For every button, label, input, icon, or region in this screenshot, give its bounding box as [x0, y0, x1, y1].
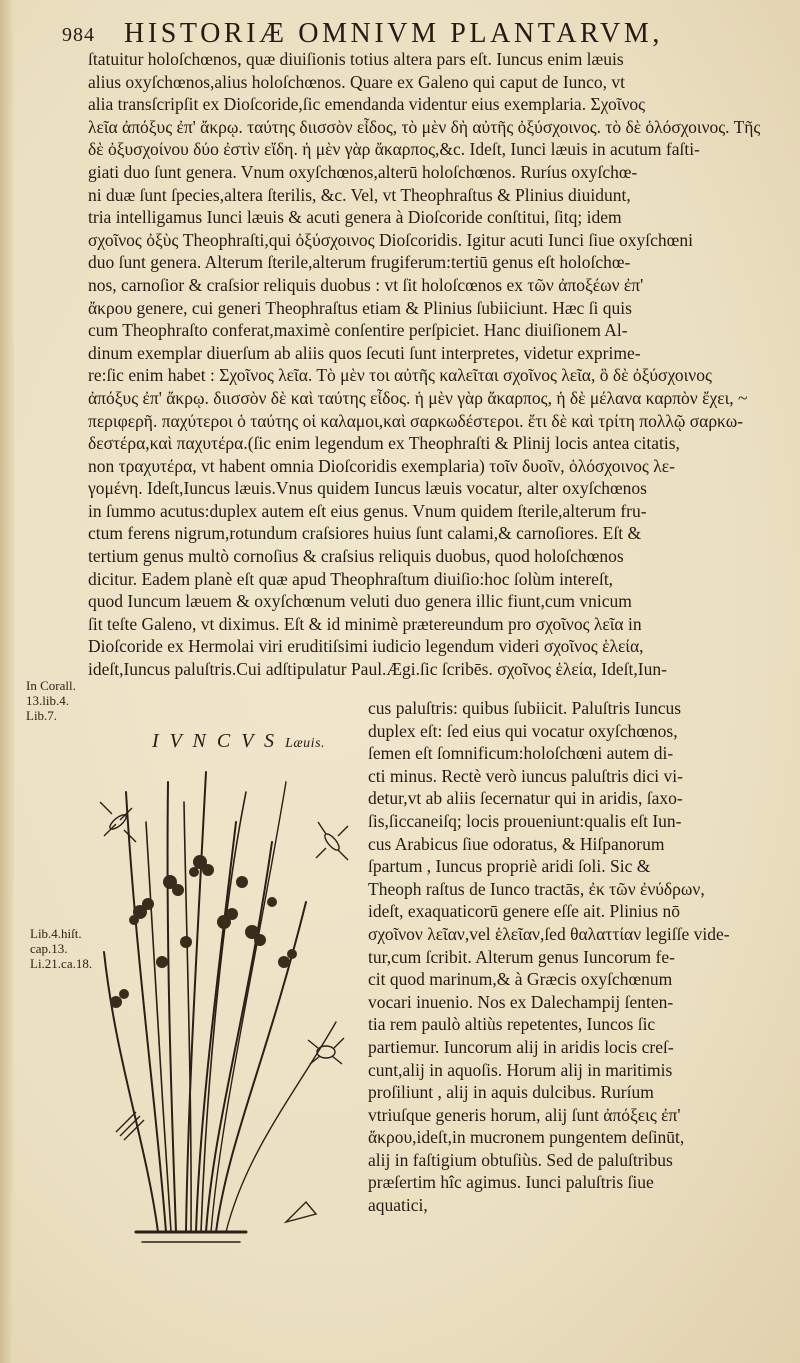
text-line: tria intelligamus Iunci læuis & acuti genera à Dioſcoride conſtitui, ſitq; idem: [88, 207, 622, 228]
text-line: præſertim hîc agimus. Iunci paluſtris ſiue: [368, 1172, 654, 1193]
text-line: δεστέρα,καὶ παχυτέρα.(ſic enim legendum ex Theophraſti & Plinij locis antea citatis,: [88, 433, 680, 454]
margin-note-reference: Lib.4.hiſt. cap.13. Li.21.ca.18.: [30, 926, 93, 971]
text-line: γομένη. Ideſt,Iuncus læuis.Vnus quidem Iuncus læuis vocatur, alter oxyſchœnos: [88, 478, 647, 499]
text-line: non τραχυτέρα, vt habent omnia Dioſcoridis exemplaria) τοῖν δυοῖν, ὁλόσχοινος λε-: [88, 455, 675, 476]
text-line: alia transſcripſit ex Dioſcoride,ſic emendanda videntur eius exemplaria. Σχοῖνος: [88, 94, 646, 115]
page-number: 984: [62, 24, 95, 46]
text-line: cum Theophraſto conferat,maximè conſentire perſpiciet. Hanc diuiſionem Al-: [88, 320, 628, 341]
figure-caption: [152, 730, 325, 753]
rush-plant-illustration: [96, 762, 358, 1278]
text-line: ἀπόξυς ἐπ' ἄκρῳ. διισσὸν δὲ καὶ ταύτης εἶδος. ἡ μὲν γὰρ ἄκαρπος, ἡ δὲ μέλανα καρπὸν ἔχει, ~: [88, 387, 748, 408]
text-line: ſis,ſiccaneiſq; locis proueniunt:qualis eſt Iun-: [368, 810, 682, 831]
text-line: cti minus. Rectè verò iuncus paluſtris dici vi-: [368, 765, 683, 786]
text-line: quod Iuncum læuem & oxyſchœnum veluti duo genera illic fiunt,cum vnicum: [88, 591, 632, 612]
margin-note-citation: In Corall. 13.lib.4. Lib.7.: [26, 678, 76, 723]
text-line: duo ſunt genera. Alterum ſterile,alterum frugiferum:tertiū genus eſt holoſchœ-: [88, 252, 631, 273]
text-line: re:ſic enim habet : Σχοῖνος λεῖα. Τὸ μὲν τοι αὐτῆς καλεῖται σχοῖνος λεῖα, ὃ δὲ ὀξύσχοινος: [88, 365, 712, 386]
text-line: cus Arabicus ſiue odoratus, & Hiſpanorum: [368, 833, 665, 854]
text-line: λεῖα ἀπόξυς ἐπ' ἄκρῳ. ταύτης διισσὸν εἶδος, τὸ μὲν δὴ αὐτῆς ὀξύσχοινος. τὸ δὲ ὁλόσχοινος. Τῆς: [88, 116, 760, 137]
text-line: aquatici,: [368, 1195, 428, 1216]
text-line: cus paluſtris: quibus ſubiicit. Paluſtris Iuncus: [368, 698, 682, 718]
text-line: proſiliunt , alij in aquis dulcibus. Ruríum: [368, 1082, 654, 1103]
text-line: duplex eſt: ſed eius qui vocatur oxyſchœnos,: [368, 720, 678, 741]
text-line: ideſt,Iuncus paluſtris.Cui adſtipulatur Paul.Ægi.ſic ſcribēs. σχοῖνος ἑλεία, Ideſt,Iun-: [88, 659, 667, 680]
text-line: δὲ ὀξυσχοίνου δύο ἐστὶν εἴδη. ἡ μὲν γὰρ ἄκαρπος,&c. Ideſt, Iunci læuis in acutum faſti-: [88, 139, 700, 160]
woodcut-figure: [96, 718, 358, 1278]
text-line: ſemen eſt ſomnificum:holoſchœni autem di-: [368, 743, 674, 764]
text-line: vtriuſque generis horum, alij ſunt ἀπόξεις ἐπ': [368, 1104, 681, 1125]
text-line: partiemur. Iuncorum alij in aridis locis creſ-: [368, 1036, 674, 1057]
text-line: περιφερῆ. παχύτεροι ὁ ταύτης οἱ καλαμοι,καὶ σαρκωδέστεροι. ἔτι δὲ καὶ τρίτη πολλῷ σαρκω-: [88, 410, 744, 431]
text-line: cunt,alij in aquoſis. Horum alij in maritimis: [368, 1059, 673, 1080]
text-line: in ſummo acutus:duplex autem eſt eius genus. Vnum quidem ſterile,alterum fru-: [88, 500, 647, 521]
text-line: alius oxyſchœnos,alius holoſchœnos. Quare ex Galeno qui caput de Iunco, vt: [88, 71, 626, 92]
text-line: dicitur. Eadem planè eſt quæ apud Theophraſtum diuiſio:hoc ſolùm intereſt,: [88, 568, 614, 589]
figure-caption-subtitle: Læuis.: [285, 736, 326, 751]
text-line: alij in faſtigium obtuſiùs. Sed de paluſtribus: [368, 1149, 673, 1170]
text-line: ſit teſte Galeno, vt diximus. Eſt & id minimè prætereundum pro σχοῖνος λεῖα in: [88, 613, 642, 634]
text-line: ἄκρου,ideſt,in mucronem pungentem deſinūt,: [368, 1127, 685, 1148]
text-line: tia rem paulò altiùs repetentes, Iuncos ſic: [368, 1014, 656, 1035]
text-line: ἄκρου genere, cui generi Theophraſtus etiam & Plinius ſubiiciunt. Hæc ſi quis: [88, 297, 632, 318]
text-line: giati duo ſunt genera. Vnum oxyſchœnos,alterū holoſchœnos. Ruríus oxyſchœ-: [88, 161, 638, 182]
running-title: HISTORIÆ OMNIVM PLANTARVM,: [124, 18, 663, 49]
figure-caption-title: I V N C V S: [152, 730, 278, 752]
main-text-block: [88, 48, 760, 681]
text-line: σχοῖνος ὀξὺς Theophraſti,qui ὀξύσχοινος Dioſcoridis. Igitur acuti Iunci ſiue oxyſchœni: [88, 229, 693, 250]
text-line: ctum ferens nigrum,rotundum craſsiores huius ſunt calami,& carnoſiores. Eſt &: [88, 523, 642, 544]
text-line: nos, carnoſior & craſsior reliquis duobus : vt ſit holoſcœnos ex τῶν ἀποξέων ἐπ': [88, 274, 644, 295]
text-line: tertium genus multò cornoſius & craſsius reliquis duobus, quod holoſchœnos: [88, 546, 624, 567]
text-line: dinum exemplar diuerſum ab aliis quos ſecuti ſunt interpretes, videtur exprime-: [88, 342, 641, 363]
text-line: ni duæ ſunt ſpecies,altera ſterilis, &c. Vel, vt Theophraſtus & Plinius diuidunt,: [88, 184, 631, 205]
text-line: tur,cum ſcribit. Alterum genus Iuncorum fe-: [368, 946, 675, 967]
text-line: cit quod marinum,& à Græcis oxyſchœnum: [368, 969, 673, 990]
side-column-text: [368, 697, 760, 1217]
text-line: Theoph raſtus de Iunco tractās, ἐκ τῶν ἐνύδρων,: [368, 878, 705, 899]
page-edge: [0, 0, 14, 1363]
text-line: detur,vt ab aliis ſecernatur qui in aridis, ſaxo-: [368, 788, 683, 809]
text-line: ideſt, exaquaticorū genere eſſe ait. Plinius nō: [368, 901, 680, 922]
text-line: Dioſcoride ex Hermolai viri eruditiſsimi iudicio legendum videri σχοῖνος ἑλεία,: [88, 636, 644, 657]
text-line: vocari inuenio. Nos ex Dalechampij ſenten-: [368, 991, 674, 1012]
text-line: ſtatuitur holoſchœnos, quæ diuiſionis totius altera pars eſt. Iuncus enim læuis: [88, 49, 624, 69]
text-line: σχοῖνον λεῖαν,vel ἑλεῖαν,ſed θαλαττίαν legiſſe vide-: [368, 923, 730, 944]
text-line: ſpartum , Iuncus propriè aridi ſoli. Sic &: [368, 856, 651, 877]
